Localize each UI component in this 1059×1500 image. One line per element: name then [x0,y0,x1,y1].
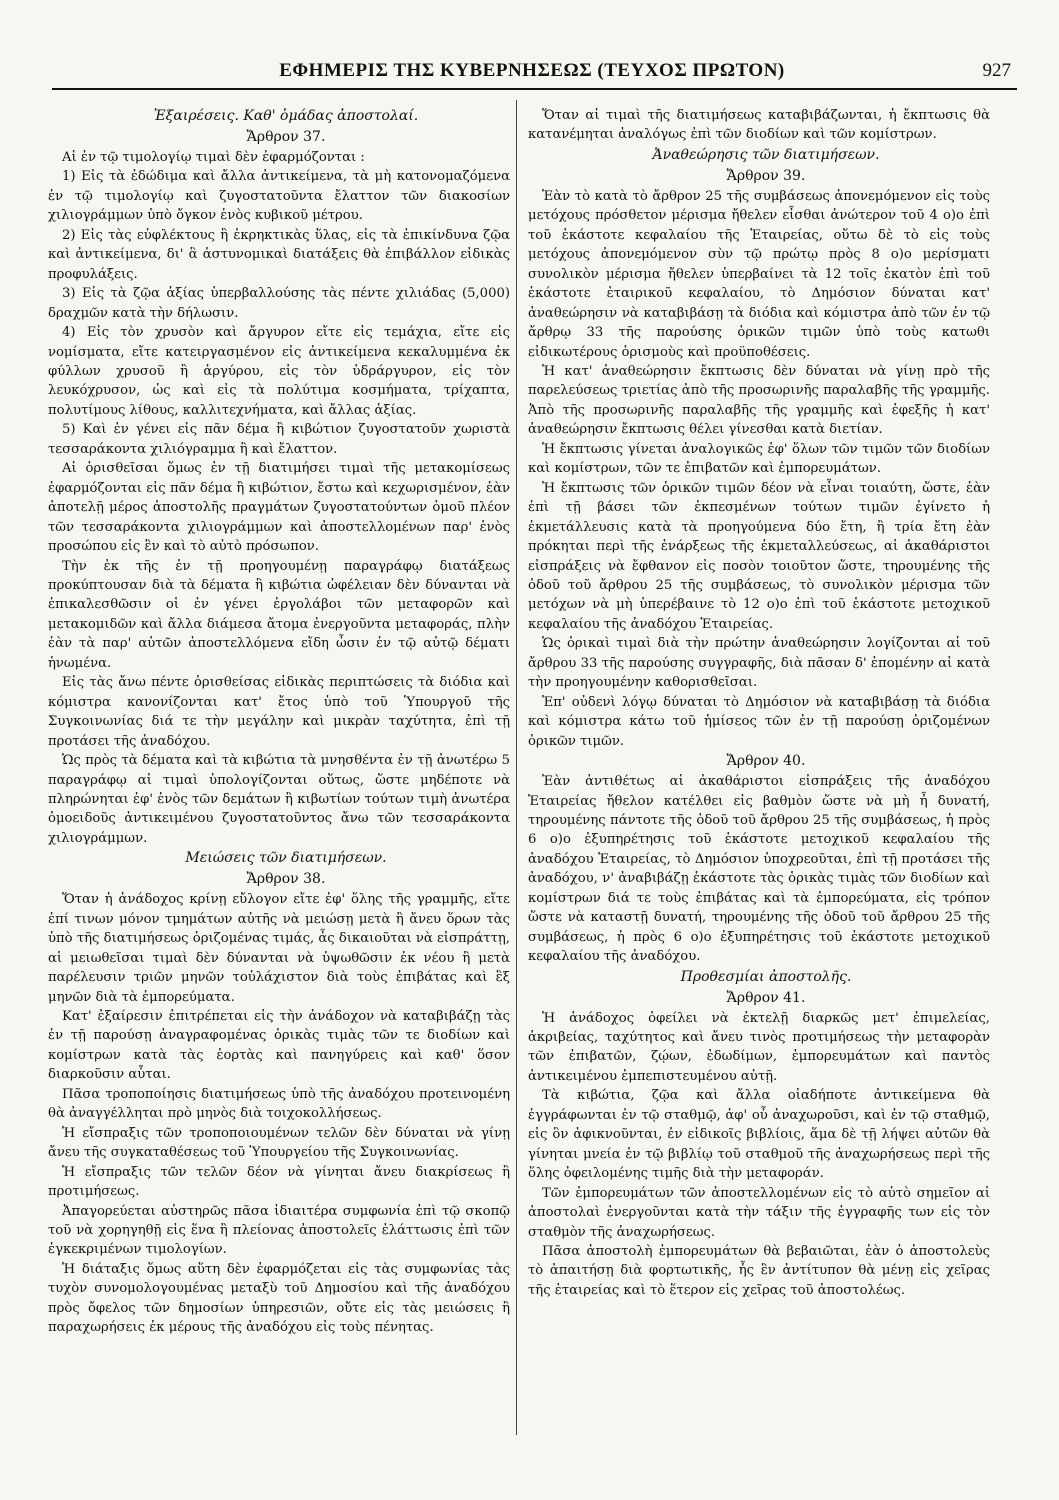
paragraph: 3) Εἰς τὰ ζῷα ἀξίας ὑπερβαλλούσης τὰς πέντε χιλιάδας (5,000) δραχμῶν κατὰ τὴν δήλωσιν. [48,286,510,321]
paragraph: Ἡ εἴσπραξις τῶν τελῶν δέον νὰ γίνηται ἄνευ διακρίσεως ἢ προτιμήσεως. [48,1164,510,1200]
paragraph: Ὡς πρὸς τὰ δέματα καὶ τὰ κιβώτια τὰ μνησθέντα ἐν τῇ ἀνωτέρω 5 παραγράφῳ αἱ τιμαὶ ὑπολογίζονται οὕτως, ὥστε μηδέποτε νὰ πληρώνηται ἐφ' ἑνὸς τῶν δεμάτων ἢ κιβωτίων τούτων τιμὴ ἀνωτέρα ὁμοειδοῦς ἀντικειμένου ζυγοστατοῦντος ἄνω τῶν τεσσαράκοντα χιλιογράμμων. [48,753,510,846]
article-heading: Ἄρθρον 39. [726,167,806,184]
section-heading: Ἐξαιρέσεις. Καθ' ὁμάδας ἀποστολαί. [153,108,419,124]
paragraph: Ἡ κατ' ἀναθεώρησιν ἔκπτωσις δὲν δύναται νὰ γίνῃ πρὸ τῆς παρελεύσεως τριετίας ἀπὸ τῆς προσωρινῆς παραλαβῆς τῆς γραμμῆς. Ἀπὸ τῆς προσωρινῆς παραλαβῆς τῆς γραμμῆς καὶ ἐφεξῆς ἡ κατ' ἀναθεώρησιν ἔκπτωσις θέλει γίνεσθαι κατὰ διετίαν. [528,363,990,438]
paragraph: Ἐὰν ἀντιθέτως αἱ ἀκαθάριστοι εἰσπράξεις τῆς ἀναδόχου Ἑταιρείας ἤθελον κατέλθει εἰς βαθμὸν ὥστε νὰ μὴ ἦ δυνατή, τηρουμένης πάντοτε τῆς ὁδοῦ τοῦ ἄρθρου 25 τῆς συμβάσεως, ἡ πρὸς 6 ο)ο ἐξυπηρέτησις τοῦ ἑκάστοτε μετοχικοῦ κεφαλαίου τῆς ἀναδόχου Ἑταιρείας, τὸ Δημόσιον ὑποχρεοῦται, ἐπὶ τῇ προτάσει τῆς ἀναδόχου, ν' ἀναβιβάζῃ ἑκάστοτε τὰς ὁρικὰς τιμὰς τῶν διοδίων καὶ κομίστρων διά τε τοὺς ἐπιβάτας καὶ τὰ ἐμπορεύματα, εἰς τρόπον ὥστε νὰ καταστῇ δυνατή, τηρουμένης τῆς ὁδοῦ τοῦ ἄρθρου 25 τῆς συμβάσεως, ἡ πρὸς 6 ο)ο ἐξυπηρέτησις τοῦ ἑκάστοτε μετοχικοῦ κεφαλαίου τῆς ἀναδόχου. [528,774,990,965]
paragraph: Αἱ ἐν τῷ τιμολογίῳ τιμαὶ δὲν ἐφαρμόζονται : [62,150,365,165]
article-heading: Ἄρθρον 41. [726,989,806,1006]
paragraph: Ὅταν αἱ τιμαὶ τῆς διατιμήσεως καταβιβάζωνται, ἡ ἔκπτωσις θὰ κατανέμηται ἀναλόγως ἐπὶ τῶν διοδίων καὶ τῶν κομίστρων. [528,108,990,143]
paragraph: 1) Εἰς τὰ ἐδώδιμα καὶ ἄλλα ἀντικείμενα, τὰ μὴ κατονομαζόμενα ἐν τῷ τιμολογίῳ καὶ ζυγοστατοῦντα ἔλαττον τῶν διακοσίων χιλιογράμμων ὑπὸ ὄγκον ἑνὸς κυβικοῦ μέτρου. [48,169,510,224]
paragraph: Ἐὰν τὸ κατὰ τὸ ἄρθρον 25 τῆς συμβάσεως ἀπονεμόμενον εἰς τοὺς μετόχους πρόσθετον μέρισμα ἤθελεν εἶσθαι ἀνώτερον τοῦ 4 ο)ο ἐπὶ τοῦ ἑκάστοτε κεφαλαίου τῆς Ἑταιρείας, οὕτω δὲ τὸ εἰς τοὺς μετόχους ἀπονεμόμενον σὺν τῷ πρώτῳ πρὸς 8 ο)ο μερίσματι συνολικὸν μέρισμα ἤθελεν ὑπερβαίνει τὰ 12 τοῖς ἑκατὸν ἐπὶ τοῦ ἑκάστοτε ἑταιρικοῦ κεφαλαίου, τὸ Δημόσιον δύναται κατ' ἀναθεώρησιν νὰ καταβιβάσῃ τὰ διόδια καὶ κόμιστρα ἀπὸ τῶν ἐν τῷ ἄρθρῳ 33 τῆς παρούσης ὁρικῶν τιμῶν ὑπὸ τοὺς κατωθι εἰδικωτέρους ὁρισμοὺς καὶ προϋποθέσεις. [528,188,990,360]
paragraph: Ἡ ἔκπτωσις γίνεται ἀναλογικῶς ἐφ' ὅλων τῶν τιμῶν τῶν διοδίων καὶ κομίστρων, τῶν τε ἐπιβατῶν καὶ ἐμπορευμάτων. [528,441,990,477]
paragraph: Αἱ ὁρισθεῖσαι ὅμως ἐν τῇ διατιμήσει τιμαὶ τῆς μετακομίσεως ἐφαρμόζονται εἰς πᾶν δέμα ἢ κιβώτιον, ἔστω καὶ κεχωρισμένον, ἐὰν ἀποτελῇ μέρος ἀποστολῆς πραγμάτων ζυγοστατούντων ὁμοῦ πλέον τῶν τεσσαράκοντα χιλιογράμμων καὶ ἀποστελλομένων παρ' ἑνὸς προσώπου εἰς ἓν καὶ τὸ αὐτὸ πρόσωπον. [48,461,510,555]
paragraph: Τὴν ἐκ τῆς ἐν τῇ προηγουμένῃ παραγράφῳ διατάξεως προκύπτουσαν διὰ τὰ δέματα ἢ κιβώτια ὠφέλειαν δὲν δύνανται νὰ ἐπικαλεσθῶσιν οἱ ἐν γένει ἐργολάβοι τῶν μεταφορῶν καὶ μετακομιδῶν καὶ ἄλλα διάμεσα ἄτομα ἐνεργοῦντα μεταφοράς, πλὴν ἐὰν τὰ παρ' αὐτῶν ἀποστελλόμενα εἴδη ὦσιν ἐν τῷ αὐτῷ δέματι ἡνωμένα. [48,558,510,671]
paragraph: 4) Εἰς τὸν χρυσὸν καὶ ἄργυρον εἴτε εἰς τεμάχια, εἴτε εἰς νομίσματα, εἴτε κατειργασμένον εἰς ἀντικείμενα κεκαλυμμένα ἐκ φύλλων χρυσοῦ ἢ ἀργύρου, εἰς τὸν ὑδράργυρον, εἰς τὸν λευκόχρυσον, ὡς καὶ εἰς τὰ πολύτιμα κοσμήματα, τρίχαπτα, πολυτίμους λίθους, καλλιτεχνήματα, καὶ ἄλλας ἀξίας. [48,325,510,418]
paragraph: Τὰ κιβώτια, ζῷα καὶ ἄλλα οἱαδήποτε ἀντικείμενα θὰ ἐγγράφωνται ἐν τῷ σταθμῷ, ἀφ' οὗ ἀναχωροῦσι, καὶ ἐν τῷ σταθμῷ, εἰς ὃν ἀφικνοῦνται, ἐν εἰδικοῖς βιβλίοις, ἅμα δὲ τῇ λήψει αὐτῶν θὰ γίνηται μνεία ἐν τῷ βιβλίῳ τοῦ σταθμοῦ τῆς ἀναχωρήσεως περὶ τῆς ὅλης ὀφειλομένης τιμῆς διὰ τὴν μεταφοράν. [528,1088,990,1182]
paragraph: Πᾶσα ἀποστολὴ ἐμπορευμάτων θὰ βεβαιῶται, ἐὰν ὁ ἀποστολεὺς τὸ ἀπαιτήσῃ διὰ φορτωτικῆς, ἧς ἓν ἀντίτυπον θὰ μένῃ εἰς χεῖρας τῆς ἑταιρείας καὶ τὸ ἕτερον εἰς χεῖρας τοῦ ἀποστολέως. [528,1244,990,1298]
paragraph: Ἡ ἀνάδοχος ὀφείλει νὰ ἐκτελῇ διαρκῶς μετ' ἐπιμελείας, ἀκριβείας, ταχύτητος καὶ ἄνευ τινὸς προτιμήσεως τὴν μεταφορὰν τῶν ἐπιβατῶν, ζῴων, ἐδωδίμων, ἐμπορευμάτων καὶ παντὸς ἀντικειμένου ἐμπεπιστευμένου αὐτῇ. [528,1010,990,1084]
page-header [52,58,1017,90]
page-number: 927 [982,60,1011,81]
article-heading: Ἄρθρον 38. [246,871,326,888]
paragraph: Ἡ διάταξις ὅμως αὕτη δὲν ἐφαρμόζεται εἰς τὰς συμφωνίας τὰς τυχὸν συνομολογουμένας μεταξὺ τοῦ Δημοσίου καὶ τῆς ἀναδόχου πρὸς ὄφελος τῶν δημοσίων ὑπηρεσιῶν, οὔτε εἰς τὰς μειώσεις ἢ παραχωρήσεις ἐκ μέρους τῆς ἀναδόχου εἰς τοὺς πένητας. [48,1261,510,1336]
paragraph: Ἀπαγορεύεται αὐστηρῶς πᾶσα ἰδιαιτέρα συμφωνία ἐπὶ τῷ σκοπῷ τοῦ νὰ χορηγηθῇ εἰς ἕνα ἢ πλείονας ἀποστολεῖς ἐλάττωσις ἐπὶ τῶν ἐγκεκριμένων τιμολογίων. [48,1203,510,1258]
article-heading: Ἄρθρον 40. [726,753,806,770]
paragraph: Ἡ ἔκπτωσις τῶν ὁρικῶν τιμῶν δέον νὰ εἶναι τοιαύτη, ὥστε, ἐὰν ἐπὶ τῇ βάσει τῶν ἐκπεσμένων τούτων τιμῶν ἐγίνετο ἡ ἐκμετάλλευσις κατὰ τὰ προηγούμενα δύο ἔτη, ἢ τρία ἔτη ἐὰν πρόκηται περὶ τῆς ἐνάρξεως τῆς ἐκμεταλλεύσεως, αἱ ἀκαθάριστοι εἰσπράξεις νὰ ἔφθανον εἰς ποσὸν τοιοῦτον ὥστε, τηρουμένης τῆς ὁδοῦ τοῦ ἄρθρου 25 τῆς συμβάσεως, τὸ συνολικὸν μέρισμα τῶν μετόχων νὰ μὴ ὑπερέβαινε τὸ 12 ο)ο ἐπὶ τοῦ ἑκάστοτε μετοχικοῦ κεφαλαίου τῆς ἀναδόχου Ἑταιρείας. [528,480,990,632]
paragraph: Κατ' ἐξαίρεσιν ἐπιτρέπεται εἰς τὴν ἀνάδοχον νὰ καταβιβάζῃ τὰς ἐν τῇ παρούσῃ ἀναγραφομένας ὁρικὰς τιμὰς τῶν τε διοδίων καὶ κομίστρων κατὰ τὰς ἑορτὰς καὶ πανηγύρεις καὶ καθ' ὅσον διαρκοῦσιν αὗται. [48,1009,510,1083]
section-heading: Μειώσεις τῶν διατιμήσεων. [185,850,387,867]
article-heading: Ἄρθρον 37. [246,129,326,145]
right-column [528,106,990,1300]
section-heading: Προθεσμίαι ἀποστολῆς. [680,968,852,985]
journal-title: ΕΦΗΜΕΡΙΣ ΤΗΣ ΚΥΒΕΡΝΗΣΕΩΣ (ΤΕΥΧΟΣ ΠΡΩΤΟΝ) [279,60,785,81]
paragraph: Ὅταν ἡ ἀνάδοχος κρίνῃ εὔλογον εἴτε ἐφ' ὅλης τῆς γραμμῆς, εἴτε ἐπί τινων μόνον τμημάτων αὐτῆς νὰ μειώσῃ μετὰ ἢ ἄνευ ὅρων τὰς ὑπὸ τῆς διατιμήσεως ὁριζομένας τιμάς, ἆς δικαιοῦται νὰ εἰσπράττῃ, αἱ μειωθεῖσαι τιμαὶ δὲν δύνανται νὰ ὑψωθῶσιν ἐκ νέου ἢ μετὰ παρέλευσιν τριῶν μηνῶν τοὐλάχιστον διὰ τοὺς ἐπιβάτας καὶ ἓξ μηνῶν διὰ τὰ ἐμπορεύματα. [48,892,510,1005]
paragraph: Εἰς τὰς ἄνω πέντε ὁρισθείσας εἰδικὰς περιπτώσεις τὰ διόδια καὶ κόμιστρα κανονίζονται κατ' ἔτος ὑπὸ τοῦ Ὑπουργοῦ τῆς Συγκοινωνίας διά τε τὴν μεγάλην καὶ μικρὰν ταχύτητα, ἐπὶ τῇ προτάσει τῆς ἀναδόχου. [48,675,510,749]
paragraph: 2) Εἰς τὰς εὐφλέκτους ἢ ἐκρηκτικὰς ὕλας, εἰς τὰ ἐπικίνδυνα ζῷα καὶ ἀντικείμενα, δι' ἃ ἀστυνομικαὶ διατάξεις θὰ ἐπιβάλλον εἰδικὰς προφυλάξεις. [48,227,510,282]
paragraph: Ὡς ὁρικαὶ τιμαὶ διὰ τὴν πρώτην ἀναθεώρησιν λογίζονται αἱ τοῦ ἄρθρου 33 τῆς παρούσης συγγραφῆς, διὰ πᾶσαν δ' ἑπομένην αἱ κατὰ τὴν προηγουμένην καθορισθεῖσαι. [528,636,990,691]
section-heading: Ἀναθεώρησις τῶν διατιμήσεων. [652,146,880,163]
column-divider [516,100,517,1435]
paragraph: Ἡ εἴσπραξις τῶν τροποποιουμένων τελῶν δὲν δύναται νὰ γίνῃ ἄνευ τῆς συγκαταθέσεως τοῦ Ὑπουργείου τῆς Συγκοινωνίας. [48,1125,510,1161]
paragraph: Ἐπ' οὐδενὶ λόγῳ δύναται τὸ Δημόσιον νὰ καταβιβάσῃ τὰ διόδια καὶ κόμιστρα κάτω τοῦ ἡμίσεος τῶν ἐν τῇ παρούσῃ ὁριζομένων ὁρικῶν τιμῶν. [528,694,990,749]
paragraph: 5) Καὶ ἐν γένει εἰς πᾶν δέμα ἢ κιβώτιον ζυγοστατοῦν χωριστὰ τεσσαράκοντα χιλιόγραμμα ἢ καὶ ἔλαττον. [48,422,510,457]
paragraph: Πᾶσα τροποποίησις διατιμήσεως ὑπὸ τῆς ἀναδόχου προτεινομένη θὰ ἀναγγέλληται πρὸ μηνὸς διὰ τοιχοκολλήσεως. [48,1086,510,1122]
paragraph: Τῶν ἐμπορευμάτων τῶν ἀποστελλομένων εἰς τὸ αὐτὸ σημεῖον αἱ ἀποστολαὶ ἐνεργοῦνται κατὰ τὴν τάξιν τῆς ἐγγραφῆς των εἰς τὸν σταθμὸν τῆς ἀναχωρήσεως. [528,1185,990,1240]
left-column [48,106,510,1338]
